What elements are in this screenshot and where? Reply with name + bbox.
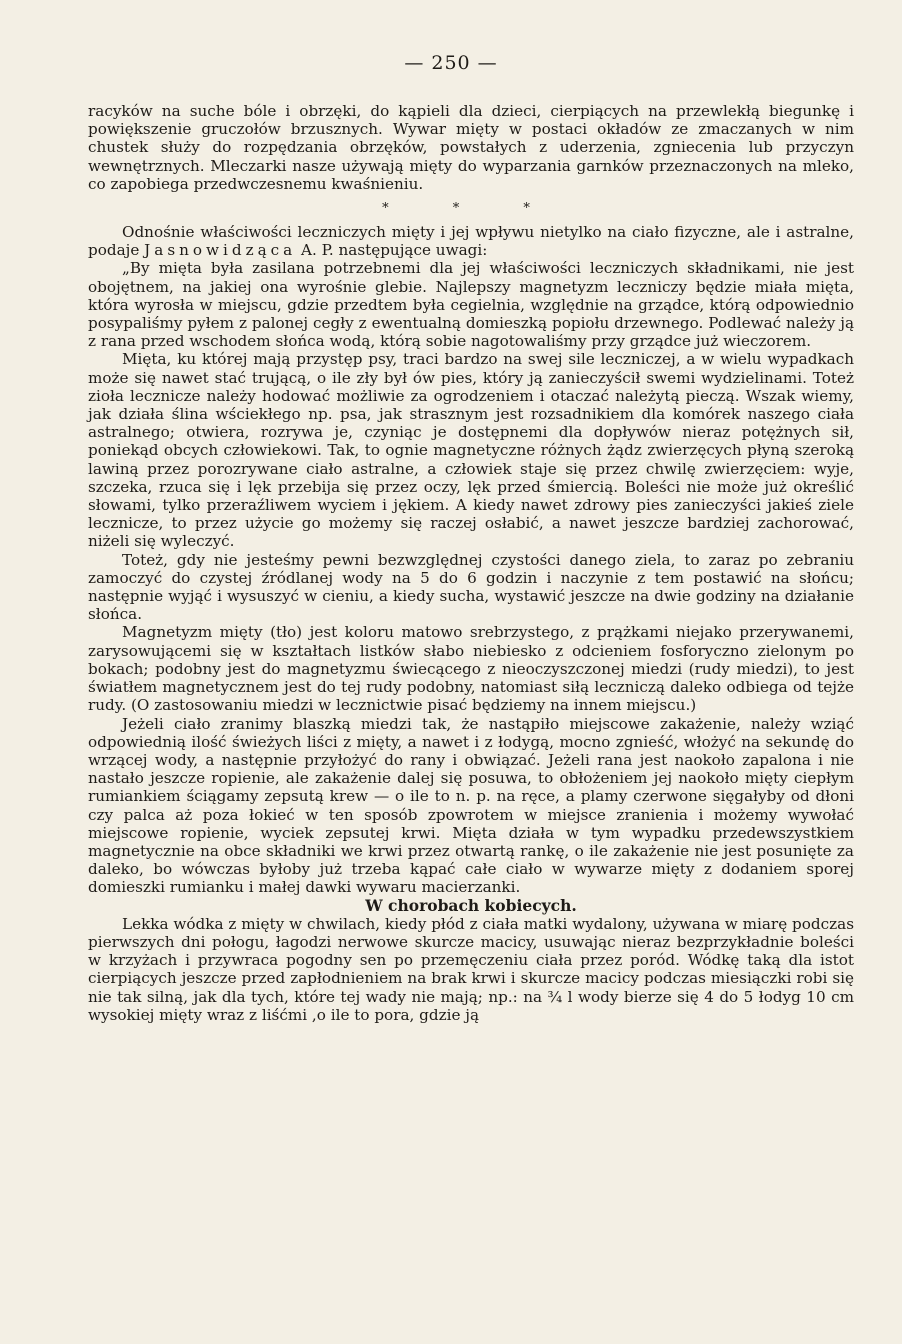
section-heading: W chorobach kobiecych. — [365, 895, 577, 915]
intro-text-after: A. P. następujące uwagi: — [296, 241, 488, 260]
paragraph: Magnetyzm mięty (tło) jest koloru matowo srebrzystego, z prążkami niejako przerywanemi, zarysowującemi się w kształtach listków słabo niebiesko z odcieniem fosforyczno zielonym po bokach; podobny jest do magnetyzmu świecącego z nieoczyszczonej miedzi (rudy miedzi), to jest światłem magnetycznem jest do tej rudy podobny, natomiast siłą leczniczą daleko odbiega od tejże rudy. (O zastosowaniu miedzi w lecznictwie pisać będziemy na innem miejscu.) — [88, 623, 854, 715]
body-text — [88, 102, 854, 1024]
paragraph: Lekka wódka z mięty w chwilach, kiedy płód z ciała matki wydalony, używana w miarę podczas pierwszych dni połogu, łagodzi nerwowe skurcze macicy, usuwając nieraz bezprzykładnie boleści w krzyżach i przywraca pogodny sen po przemęczeniu ciała przez poród. Wódkę taką dla istot cierpiących jeszcze przed zapłodnieniem na brak krwi i skurcze macicy podczas miesiączki robi się nie tak silną, jak dla tych, które tej wady nie mają; np.: na ¾ l wody bierze się 4 do 5 łodyg 10 cm wysokiej mięty wraz z liśćmi ,o ile to pora, gdzie ją — [88, 914, 854, 1024]
intro-text-before: Odnośnie właściwości leczniczych mięty i jej wpływu nietylko na ciało fizyczne, ale i astralne, podaje — [88, 223, 854, 260]
paragraph-continuation: racyków na suche bóle i obrzęki, do kąpieli dla dzieci, cierpiących na przewlekłą biegunkę i powiększenie gruczołów brzusznych. Wywar mięty w postaci okładów ze zmaczanych w nim chustek służy do rozpędzania obrzęków, powstałych z uderzenia, zgniecenia lub przyczyn wewnętrznych. Mleczarki nasze używają mięty do wyparzania garnków przeznaczonych na mleko, co zapobiega przedwczesnemu kwaśnieniu. — [88, 102, 854, 193]
paragraph: Jeżeli ciało zranimy blaszką miedzi tak, że nastąpiło miejscowe zakażenie, należy wziąć odpowiednią ilość świeżych liści z mięty, a nawet i z łodygą, mocno zgnieść, włożyć na sekundę do wrzącej wody, a następnie przyłożyć do rany i obwiązać. Jeżeli rana jest naokoło zapalona i nie nastało jeszcze ropienie, ale zakażenie dalej się posuwa, to obłożeniem jej naokoło mięty ciepłym rumiankiem ściągamy zepsutą krew — o ile to n. p. na ręce, a plamy czerwone sięgałyby od dłoni czy palca aż poza łokieć w ten sposób zpowrotem w miejsce zranienia i możemy wywołać miejscowe ropienie, wyciek zepsutej krwi. Mięta działa w tym wypadku przedewszystkiem magnetycznie na obce składniki we krwi przez otwartą rankę, o ile zakażenie nie jest posunięte za daleko, bo wówczas byłoby już trzeba kąpać całe ciało w wywarze mięty z dodaniem sporej domieszki rumianku i małej dawki wywaru macierzanki. — [88, 714, 854, 897]
intro-author-spaced: Jasnowidząca — [144, 241, 297, 260]
paragraph: Mięta, ku której mają przystęp psy, traci bardzo na swej sile leczniczej, a w wielu wypadkach może się nawet stać trującą, o ile zły był ów pies, który ją zanieczyścił swemi wydzielinami. Toteż zioła lecznicze należy hodować możliwie za ogrodzeniem i otaczać należytą pieczą. Wszak wiemy, jak działa ślina wściekłego np. psa, jak strasznym jest rozsadnikiem dla komórek naszego ciała astralnego; otwiera, rozrywa je, czyniąc je dostępnemi dla dopływów nieraz potężnych sił, poniekąd obcych człowiekowi. Tak, to ognie magnetyczne różnych żądz zwierzęcych płyną szeroką lawiną przez porozrywane ciało astralne, a człowiek staje się przez chwilę zwierzęciem: wyje, szczeka, rzuca się i lęk przebija się przez oczy, lęk przed śmiercią. Boleści nie może już określić słowami, tylko przeraźliwem wyciem i jękiem. A kiedy nawet zdrowy pies zanieczyści jakieś ziele lecznicze, to przez użycie go możemy się raczej osłabić, a nawet jeszcze bardziej zachorować, niżeli się wyleczyć. — [88, 350, 854, 551]
paragraph: Toteż, gdy nie jesteśmy pewni bezwzględnej czystości danego ziela, to zaraz po zebraniu zamoczyć do czystej źródlanej wody na 5 do 6 godzin i naczynie z tem postawić na słońcu; następnie wyjąć i wysuszyć w cieniu, a kiedy sucha, wystawić jeszcze na dwie godziny na działanie słońca. — [88, 550, 854, 624]
paragraph-intro — [88, 223, 854, 259]
page-number: — 250 — — [404, 52, 498, 74]
section-separator: * * * — [382, 201, 560, 217]
paragraph: „By mięta była zasilana potrzebnemi dla jej właściwości leczniczych składnikami, nie jest obojętnem, na jakiej ona wyrośnie glebie. Najlepszy magnetyzm leczniczy będzie miała mięta, która wyrosła w miejscu, gdzie przedtem była cegielnia, względnie na grządce, którą odpowiednio posypaliśmy pyłem z palonej cegły z ewentualną domieszką popiołu drzewnego. Podlewać należy ją z rana przed wschodem słońca wodą, którą sobie nagotowaliśmy przy grządce już wieczorem. — [88, 259, 854, 351]
